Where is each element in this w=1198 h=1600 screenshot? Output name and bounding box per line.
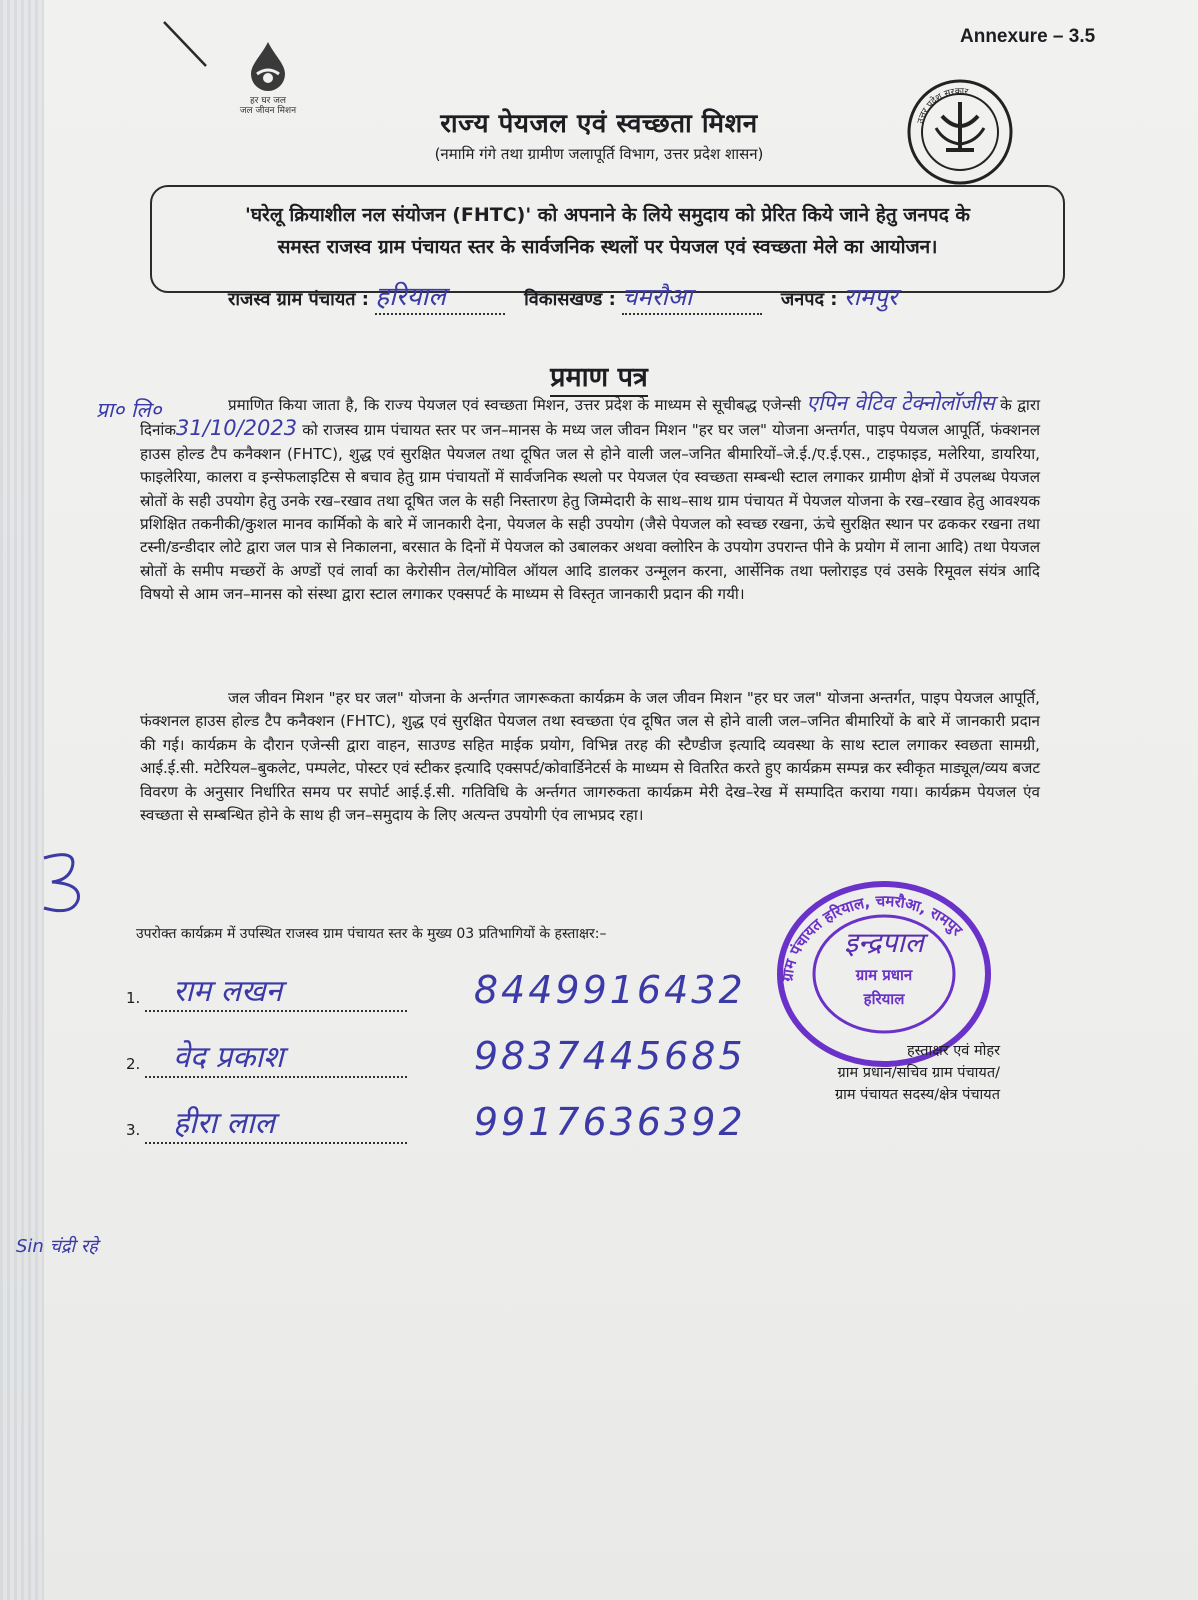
logo-caption-1: हर घर जल xyxy=(250,96,286,106)
participant-phone: 9917636392 xyxy=(473,1100,746,1144)
stamp-line-1: ग्राम प्रधान xyxy=(855,966,913,984)
stamp-signature: इन्द्रपाल xyxy=(844,926,924,959)
margin-number-3 xyxy=(38,848,98,918)
background-edge xyxy=(0,0,44,1600)
block-label: विकासखण्ड : xyxy=(524,289,616,310)
participant-signature: हीरा लाल xyxy=(173,1106,275,1141)
logo-caption-2: जल जीवन मिशन xyxy=(239,106,297,116)
paragraph2-text: जल जीवन मिशन "हर घर जल" योजना के अर्न्तगत जागरूकता कार्यक्रम के जल जीवन मिशन "हर घर जल" योजना अन्तर्गत, पाइप पेयजल आपूर्ति, फंक्शनल हाउस होल्ड टैप कनैक्शन (FHTC), शुद्ध एवं सुरक्षित पेयजल तथा स्वच्छता एंव दूषित जल से होने वाली जल–जनित बीमारियों के बारे में जानकारी प्रदान की गई। कार्यक्रम के दौरान एजेन्सी द्वारा वाहन, साउण्ड सहित माईक प्रयोग, विभिन्न तरह की स्टैण्डीज इत्यादि व्यवस्था के साथ स्टाल लगाकर स्वछता सामग्री, आई.ई.सी. मटेरियल–बुकलेट, पम्पलेट, पोस्टर एवं स्टीकर इत्यादि एक्सपर्ट/कोवार्डिनेटर्स के माध्यम से वितरित करते हुए कार्यक्रम सम्पन्न कर स्वीकृत माड्यूल/व्यय बजट विवरण के अनुसार निर्धारित समय पर सपोर्ट आई.ई.सी. गतिविधि के अर्न्तगत जागरुकता कार्यक्रम मेरी देख–रेख में सम्पादित कराया गया। कार्यक्रम पेयजल एंव स्वच्छता से सम्बन्धित होने के साथ ही जन–समुदाय के लिए अत्यन्त उपयोगी एंव लाभप्रद रहा। xyxy=(140,689,1040,825)
sign-label-line-3: ग्राम पंचायत सदस्य/क्षेत्र पंचायत xyxy=(834,1087,1000,1103)
banner-line-1: 'घरेलू क्रियाशील नल संयोजन (FHTC)' को अपनाने के लिये समुदाय को प्रेरित किये जाने हेतु जनपद के xyxy=(245,204,970,226)
margin-pvt-ltd-note: प्रा० लि० xyxy=(96,398,162,422)
certificate-paragraph-1 xyxy=(140,392,1040,607)
sign-label-line-1: हस्ताक्षर एवं मोहर xyxy=(906,1043,1000,1059)
participant-phone: 9837445685 xyxy=(473,1034,746,1078)
handwritten-three-glyph xyxy=(38,848,98,918)
participant-phone: 8449916432 xyxy=(473,968,746,1012)
participant-row xyxy=(126,968,746,1012)
participant-row xyxy=(126,1034,746,1078)
paragraph1-by-date: के द्वारा दिनांक xyxy=(140,396,1041,440)
pen-stroke-mark xyxy=(162,20,210,70)
up-government-seal-icon xyxy=(906,78,1014,186)
participant-signature: वेद प्रकाश xyxy=(173,1040,284,1075)
document-title: राज्य पेयजल एवं स्वच्छता मिशन xyxy=(440,109,758,139)
participant-number: 1. xyxy=(126,989,141,1007)
panchayat-value: हरियाल xyxy=(375,282,446,312)
participant-number: 3. xyxy=(126,1121,141,1139)
banner-line-2: समस्त राजस्व ग्राम पंचायत स्तर के सार्वजनिक स्थलों पर पेयजल एवं स्वच्छता मेले का आयोजन। xyxy=(277,236,938,258)
district-label: जनपद : xyxy=(780,289,838,310)
paragraph1-lead: प्रमाणित किया जाता है, कि राज्य पेयजल एवं स्वच्छता मिशन, उत्तर प्रदेश के माध्यम से सूचीबद्ध एजेन्सी xyxy=(228,396,801,414)
document-subtitle: (नमामि गंगे तथा ग्रामीण जलापूर्ति विभाग, उत्तर प्रदेश शासन) xyxy=(434,145,764,163)
paragraph1-body: को राजस्व ग्राम पंचायत स्तर पर जन–मानस के मध्य जल जीवन मिशन "हर घर जल" योजना अन्तर्गत, पाइप पेयजल आपूर्ति, फंक्शनल हाउस होल्ड टैप कनैक्शन (FHTC), शुद्ध एवं सुरक्षित पेयजल तथा दूषित जल से होने वाली जल–जनित बीमारियों–जे.ई./ए.ई.एस., टाइफाइड, मलेरिया, डायरिया, फाइलेरिया, कालरा व इन्सेफलाइटिस से बचाव हेतु ग्राम पंचायतों में सार्वजनिक स्थलो पर पेयजल एंव स्वच्छता सम्बन्धी स्टाल लगाकर ग्रामीण क्षेत्रों में उपलब्ध पेयजल स्रोतों के सही उपयोग हेतु उनके रख–रखाव तथा दूषित जल के सही निस्तारण हेतु जिम्मेदारी के साथ–साथ ग्राम पंचायत में पेयजल योजना के रख–रखाव हेतु आवश्यक प्रशिक्षित तकनीकी/कुशल मानव कार्मिको के बारे में जानकारी देना, पेयजल के सही उपयोग (जैसे पेयजल को स्वच्छ रखना, ऊंचे सुरक्षित स्थान पर ढककर रखना तथा टस्नी/डन्डीदार लोटे द्वारा जल पात्र से निकालना, बरसात के दिनों में पेयजल को उबालकर अथवा क्लोरिन के उपयोग उपरान्त पीने के प्रयोग में लाना आदि) तथा पेयजल स्रोतों के समीप मच्छरों के अण्डों एवं लार्वा का केरोसीन तेल/मोविल ऑयल आदि डालकर उन्मूलन करना, आर्सेनिक तथा फ्लोराइड एवं उसके रिमूवल संयंत्र आदि विषयो से आम जन–मानस को संस्था द्वारा स्टाल लगाकर एक्सपर्ट के माध्यम से विस्तृत जानकारी प्रदान की गयी। xyxy=(140,421,1040,604)
event-date-handwritten: 31/10/2023 xyxy=(176,416,298,441)
agency-name-handwritten: एपिन वेटिव टेक्नोलॉजीस xyxy=(806,391,995,415)
panchayat-label: राजस्व ग्राम पंचायत : xyxy=(228,289,369,310)
water-drop-logo-icon xyxy=(243,40,293,92)
stamp-ring-text: ग्राम पंचायत हरियाल, चमरौआ, रामपुर xyxy=(777,891,967,983)
participant-row xyxy=(126,1100,746,1144)
location-details xyxy=(228,277,898,315)
district-value: रामपुर xyxy=(843,283,898,311)
signature-designation xyxy=(730,1040,1000,1106)
seal-text: उत्तर प्रदेश सरकार xyxy=(916,86,969,125)
block-value: चमरौआ xyxy=(622,283,693,311)
certificate-title: प्रमाण पत्र xyxy=(0,357,1198,394)
participant-number: 2. xyxy=(126,1055,141,1073)
margin-handwritten-note: Sin चंद्री रहे xyxy=(16,1236,98,1257)
annexure-label: Annexure – 3.5 xyxy=(960,26,1096,47)
certificate-paragraph-2 xyxy=(140,687,1040,827)
stamp-line-2: हरियाल xyxy=(863,990,905,1008)
participants-title: उपरोक्त कार्यक्रम में उपस्थित राजस्व ग्राम पंचायत स्तर के मुख्य 03 प्रतिभागियों के हस्ताक्षर:– xyxy=(136,926,607,942)
sign-label-line-2: ग्राम प्रधान/सचिव ग्राम पंचायत/ xyxy=(837,1065,1000,1081)
participant-signature: राम लखन xyxy=(173,974,283,1009)
